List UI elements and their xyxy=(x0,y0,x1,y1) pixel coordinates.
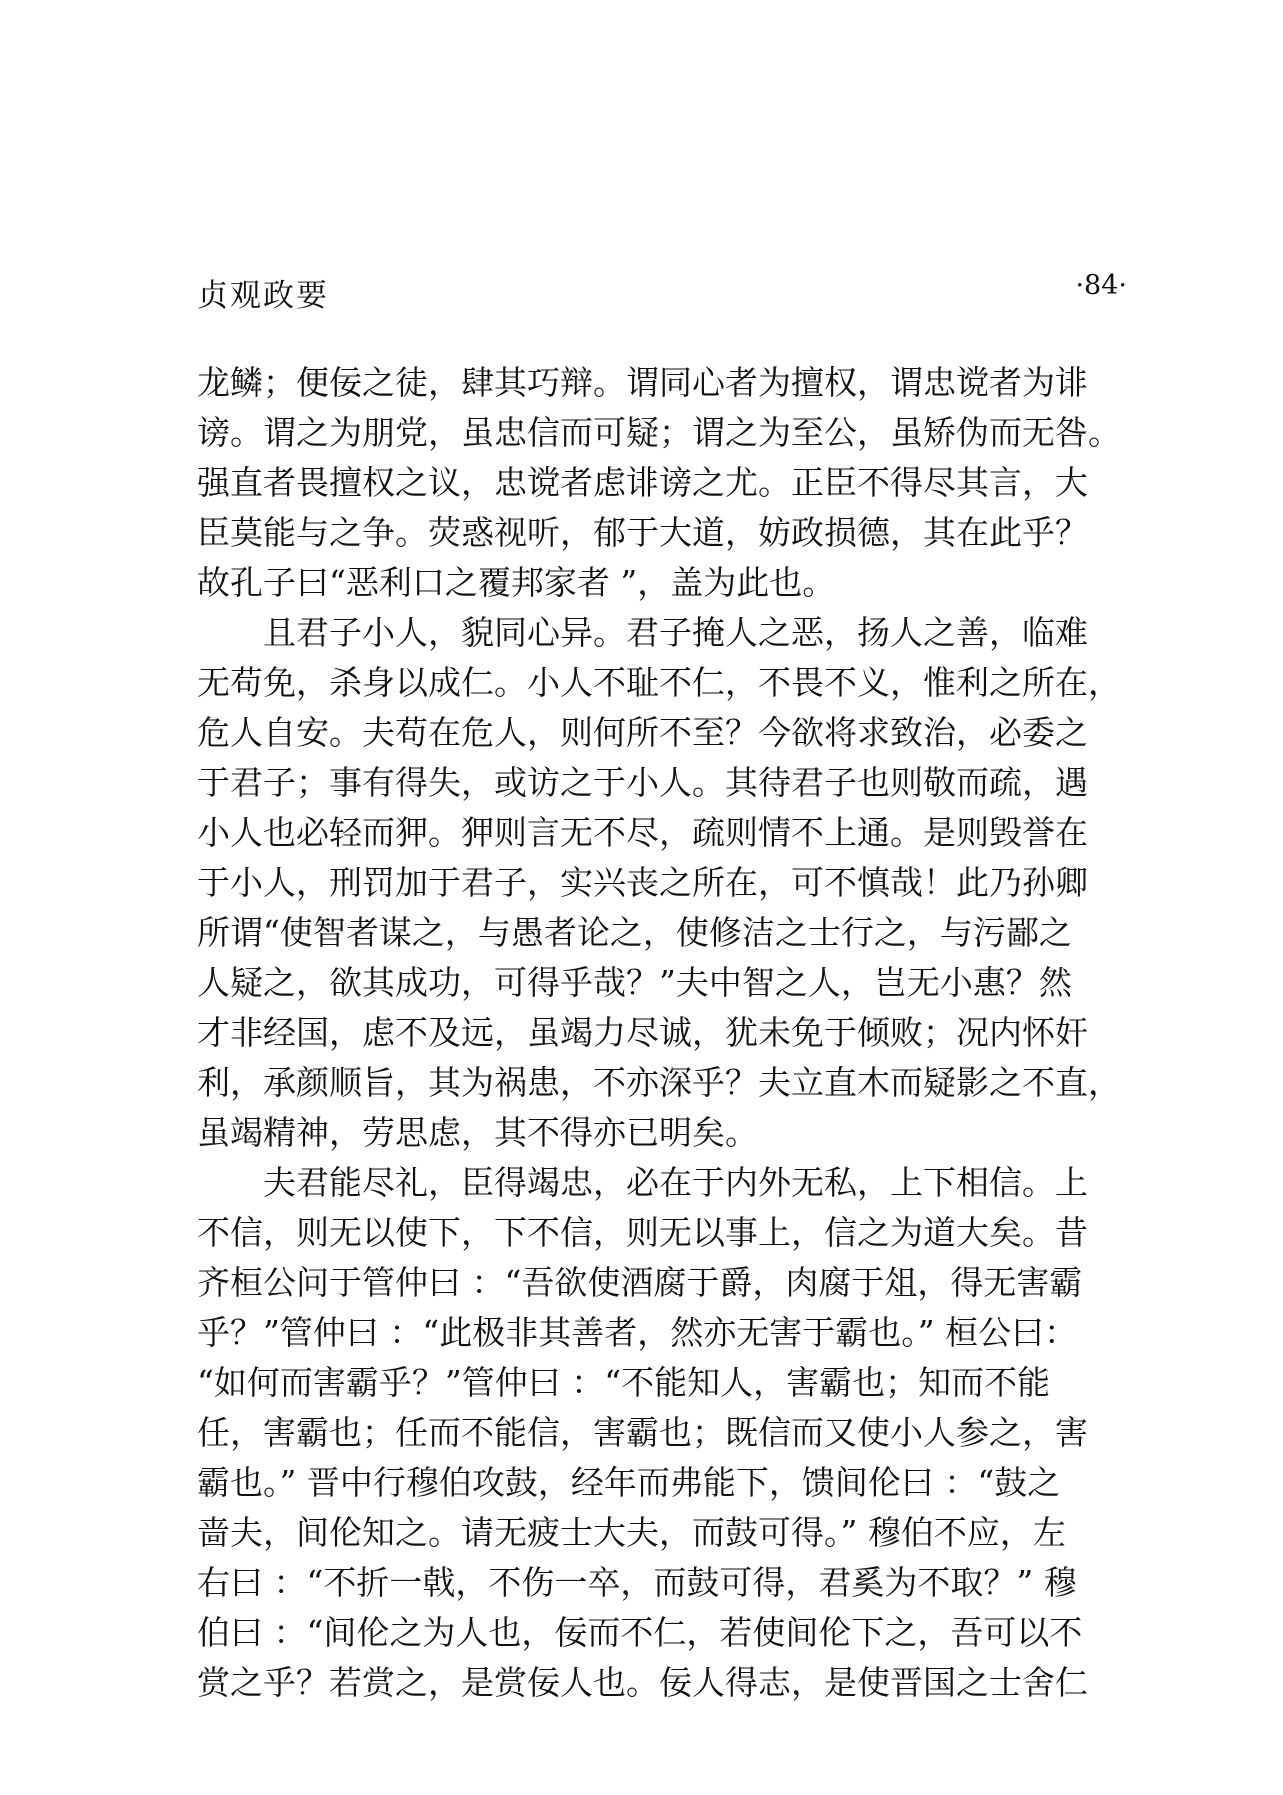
text-line: 齐桓公问于管仲曰 ：“吾欲使酒腐于爵，肉腐于俎，得无害霸 xyxy=(197,1263,1083,1302)
text-line: 于小人，刑罚加于君子，实兴丧之所在，可不慎哉！此乃孙卿 xyxy=(197,863,1088,902)
text-line: 人疑之，欲其成功，可得乎哉？”夫中智之人，岂无小惠？然 xyxy=(197,963,1072,1002)
text-line: 强直者畏擅权之议，忠谠者虑诽谤之尤。正臣不得尽其言，大 xyxy=(197,463,1088,502)
text-line: 夫君能尽礼，臣得竭忠，必在于内外无私，上下相信。上 xyxy=(197,1163,1088,1202)
text-line: 才非经国，虑不及远，虽竭力尽诚，犹未免于倾败；况内怀奸 xyxy=(197,1013,1088,1052)
text-line: 且君子小人，貌同心异。君子掩人之恶，扬人之善，临难 xyxy=(197,613,1088,652)
text-line: 故孔子曰“恶利口之覆邦家者 ”，盖为此也。 xyxy=(197,563,836,602)
page-header xyxy=(197,270,1127,314)
text-line: 不信，则无以使下，下不信，则无以事上，信之为道大矣。昔 xyxy=(197,1213,1088,1252)
text-line: 所谓“使智者谋之，与愚者论之，使修洁之士行之，与污鄙之 xyxy=(197,913,1072,952)
text-line: 伯曰 ：“间伦之为人也，佞而不仁，若使间伦下之，吾可以不 xyxy=(197,1613,1083,1652)
book-title: 贞观政要 xyxy=(197,278,329,314)
text-line: 任，害霸也；任而不能信，害霸也；既信而又使小人参之，害 xyxy=(197,1413,1088,1452)
text-line: 危人自安。夫苟在危人，则何所不至？今欲将求致治，必委之 xyxy=(197,713,1088,752)
text-line: “如何而害霸乎？”管仲曰 ：“不能知人，害霸也；知而不能 xyxy=(197,1363,1051,1402)
page-number: ·84· xyxy=(1075,270,1127,301)
text-line: 乎？”管仲曰 ：“此极非其善者，然亦无害于霸也。” 桓公曰： xyxy=(197,1313,1078,1352)
text-line: 右曰 ：“不折一戟，不伤一卒，而鼓可得，君奚为不取？” 穆 xyxy=(197,1563,1077,1602)
text-line: 无苟免，杀身以成仁。小人不耻不仁，不畏不义，惟利之所在， xyxy=(197,663,1121,702)
text-line: 小人也必轻而狎。狎则言无不尽，疏则情不上通。是则毁誉在 xyxy=(197,813,1088,852)
text-line: 谤。谓之为朋党，虽忠信而可疑；谓之为至公，虽矫伪而无咎。 xyxy=(197,413,1121,452)
text-line: 利，承颜顺旨，其为祸患，不亦深乎？夫立直木而疑影之不直， xyxy=(197,1063,1121,1102)
text-line: 臣莫能与之争。荧惑视听，郁于大道，妨政损德，其在此乎？ xyxy=(197,513,1088,552)
text-line: 龙鳞；便佞之徒，肆其巧辩。谓同心者为擅权，谓忠谠者为诽 xyxy=(197,363,1088,402)
text-line: 于君子；事有得失，或访之于小人。其待君子也则敬而疏，遇 xyxy=(197,763,1088,802)
text-line: 赏之乎？若赏之，是赏佞人也。佞人得志，是使晋国之士舍仁 xyxy=(197,1663,1088,1702)
text-line: 啬夫，间伦知之。请无疲士大夫，而鼓可得。” 穆伯不应，左 xyxy=(197,1513,1066,1552)
text-line: 霸也。” 晋中行穆伯攻鼓，经年而弗能下，馈间伦曰 ：“鼓之 xyxy=(197,1463,1061,1502)
text-line: 虽竭精神，劳思虑，其不得亦已明矣。 xyxy=(197,1113,758,1152)
body-text xyxy=(197,358,1127,1708)
